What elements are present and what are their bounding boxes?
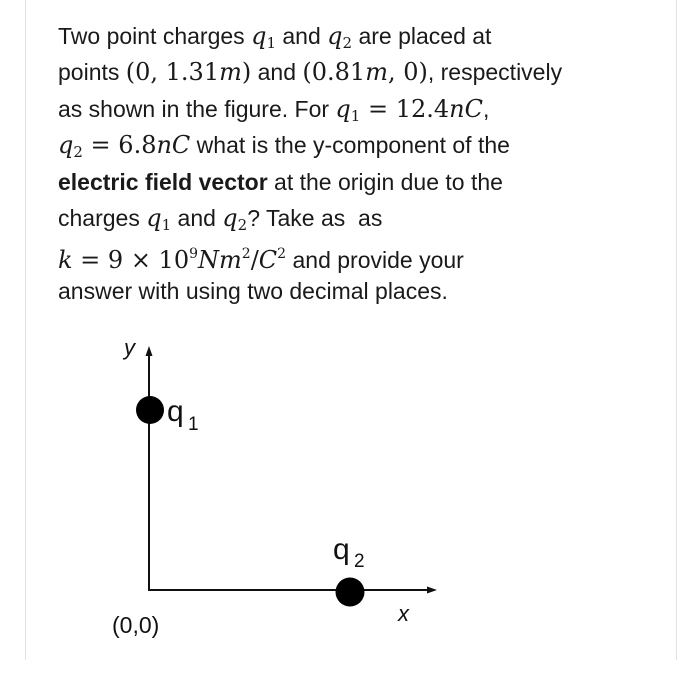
k-symbol: k bbox=[58, 246, 73, 275]
q2-label: q bbox=[333, 533, 350, 566]
text-segment: Two point charges bbox=[58, 23, 252, 49]
unit-nm-exponent: 2 bbox=[241, 246, 251, 263]
point-2-coords: (0.81 bbox=[302, 58, 366, 87]
unit-nm: Nm bbox=[198, 246, 242, 275]
text-segment: and bbox=[171, 204, 223, 231]
text-segment: charges bbox=[58, 204, 147, 231]
q1-label: q bbox=[167, 395, 184, 428]
bold-term: electric field vector bbox=[58, 168, 268, 195]
text-segment: what is the y-component of the bbox=[190, 132, 510, 159]
origin-label: (0,0) bbox=[112, 612, 160, 638]
text-segment: , respectively bbox=[427, 59, 563, 86]
q2-unit: nC bbox=[156, 131, 191, 160]
q2-subscript: 2 bbox=[73, 143, 83, 162]
q1-subscript: 1 bbox=[161, 215, 172, 234]
q1-label-subscript: 1 bbox=[188, 414, 199, 435]
q2-label-subscript: 2 bbox=[354, 551, 365, 572]
x-axis-arrowhead bbox=[427, 587, 437, 594]
point-2-close: , 0) bbox=[387, 58, 428, 87]
text-segment: as shown in the figure. For bbox=[58, 95, 336, 122]
text-segment: ? Take as as bbox=[247, 204, 383, 231]
text-segment: points bbox=[58, 59, 126, 86]
slash: / bbox=[250, 246, 259, 275]
text-segment: and provide your bbox=[286, 247, 464, 274]
q1-charge-dot bbox=[136, 396, 164, 424]
k-value: = 9 × 10 bbox=[72, 246, 190, 275]
q1-unit: nC bbox=[449, 94, 483, 123]
q1-symbol: q bbox=[251, 22, 267, 50]
k-exponent: 9 bbox=[189, 246, 199, 263]
q1-subscript: 1 bbox=[266, 34, 276, 52]
unit-c: C bbox=[258, 246, 278, 275]
y-axis-arrowhead bbox=[146, 346, 153, 356]
unit-c-exponent: 2 bbox=[277, 246, 287, 263]
point-1-coords: (0, 1.31 bbox=[125, 58, 220, 87]
q2-value: 6.8 bbox=[118, 131, 157, 160]
text-segment: at the origin due to the bbox=[267, 168, 503, 195]
equals-sign: = bbox=[360, 94, 396, 123]
y-axis-label: y bbox=[124, 335, 135, 360]
point-1-close: ) bbox=[241, 58, 252, 87]
q2-charge-dot bbox=[336, 578, 365, 607]
q1-symbol: q bbox=[335, 94, 351, 123]
q2-subscript: 2 bbox=[237, 215, 248, 234]
unit-m: m bbox=[219, 58, 242, 87]
text-segment: , bbox=[482, 95, 490, 122]
q2-symbol: q bbox=[58, 131, 74, 160]
q2-symbol: q bbox=[222, 203, 238, 232]
q1-symbol: q bbox=[146, 203, 162, 232]
equals-sign: = bbox=[82, 131, 119, 160]
text-segment: and bbox=[251, 59, 303, 86]
q2-subscript: 2 bbox=[342, 34, 353, 52]
text-segment: are placed at bbox=[352, 23, 492, 49]
q1-value: 12.4 bbox=[395, 94, 450, 123]
q2-symbol: q bbox=[327, 22, 343, 50]
x-axis-label: x bbox=[398, 601, 409, 626]
text-segment: answer with using two decimal places. bbox=[58, 277, 448, 304]
text-segment: and bbox=[275, 23, 328, 49]
q1-subscript: 1 bbox=[350, 106, 361, 125]
unit-m: m bbox=[365, 58, 388, 87]
